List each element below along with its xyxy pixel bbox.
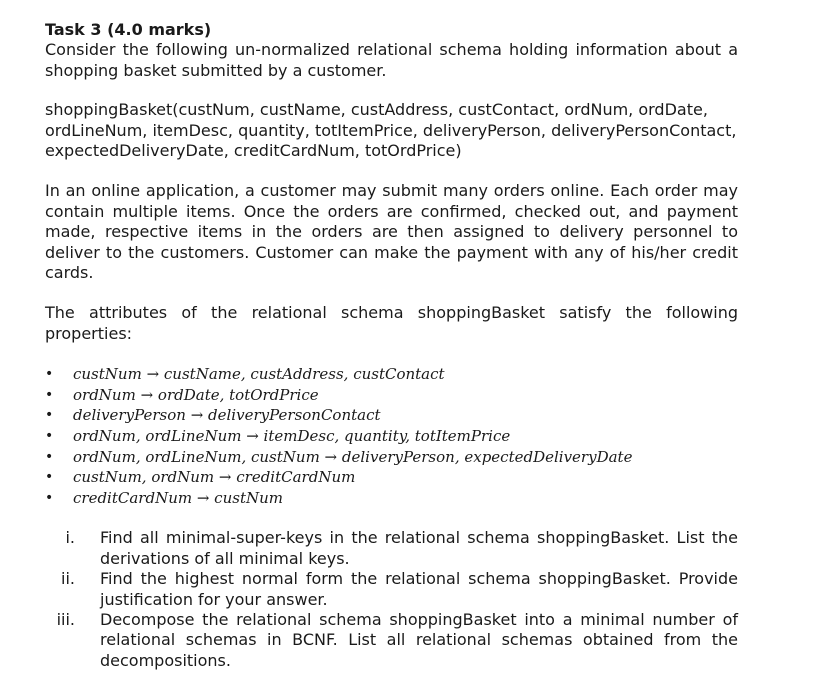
spacer	[45, 344, 738, 364]
intro-paragraph: Consider the following un-normalized relational schema holding information about a shopping basket submitted by a customer.	[45, 40, 738, 80]
spacer	[45, 283, 738, 303]
dependency-text: custNum → custName, custAddress, custContact	[73, 365, 445, 384]
task-title: Task 3 (4.0 marks)	[45, 20, 212, 39]
bullet-icon: •	[45, 489, 54, 506]
list-item	[45, 385, 738, 406]
question-number: i.	[65, 528, 75, 548]
list-item	[45, 426, 738, 447]
question-text: Find the highest normal form the relational schema shoppingBasket. Provide justification for your answer.	[100, 569, 738, 609]
document-body	[45, 20, 738, 671]
bullet-icon: •	[45, 469, 54, 486]
dependency-text: ordNum, ordLineNum → itemDesc, quantity, totItemPrice	[73, 427, 511, 446]
list-item	[45, 610, 738, 671]
list-item	[45, 467, 738, 488]
bullet-icon: •	[45, 448, 54, 465]
dependency-text: ordNum, ordLineNum, custNum → deliveryPerson, expectedDeliveryDate	[73, 447, 633, 466]
attributes-intro-paragraph: The attributes of the relational schema shoppingBasket satisfy the following properties:	[45, 303, 738, 343]
question-number: ii.	[61, 569, 75, 589]
question-text: Decompose the relational schema shoppingBasket into a minimal number of relational schemas in BCNF. List all relational schemas obtained from the decompositions.	[100, 610, 738, 670]
bullet-icon: •	[45, 366, 54, 383]
functional-dependency-list	[45, 364, 738, 508]
spacer	[45, 81, 738, 100]
dependency-text: custNum, ordNum → creditCardNum	[73, 468, 356, 487]
list-item	[45, 528, 738, 569]
spacer	[45, 161, 738, 181]
bullet-icon: •	[45, 407, 54, 424]
list-item	[45, 405, 738, 426]
schema-paragraph: shoppingBasket(custNum, custName, custAddress, custContact, ordNum, ordDate, ordLineNum, itemDesc, quantity, totItemPrice, deliveryPerson, deliveryPersonContact, expectedDeliveryDate, creditCardNum, totOrdPrice)	[45, 100, 737, 161]
dependency-text: creditCardNum → custNum	[73, 488, 283, 507]
list-item	[45, 569, 738, 610]
question-number: iii.	[56, 610, 75, 630]
list-item	[45, 488, 738, 509]
spacer	[45, 508, 738, 528]
dependency-text: ordNum → ordDate, totOrdPrice	[73, 385, 319, 404]
question-text: Find all minimal-super-keys in the relational schema shoppingBasket. List the derivations of all minimal keys.	[100, 528, 738, 568]
description-paragraph: In an online application, a customer may submit many orders online. Each order may contain multiple items. Once the orders are confirmed, checked out, and payment made, respective items in the orders are then assigned to delivery personnel to deliver to the customers. Customer can make the payment with any of his/her credit cards.	[45, 181, 738, 283]
list-item	[45, 364, 738, 385]
list-item	[45, 447, 738, 468]
question-list	[45, 528, 738, 671]
bullet-icon: •	[45, 386, 54, 403]
dependency-text: deliveryPerson → deliveryPersonContact	[73, 406, 381, 425]
bullet-icon: •	[45, 428, 54, 445]
